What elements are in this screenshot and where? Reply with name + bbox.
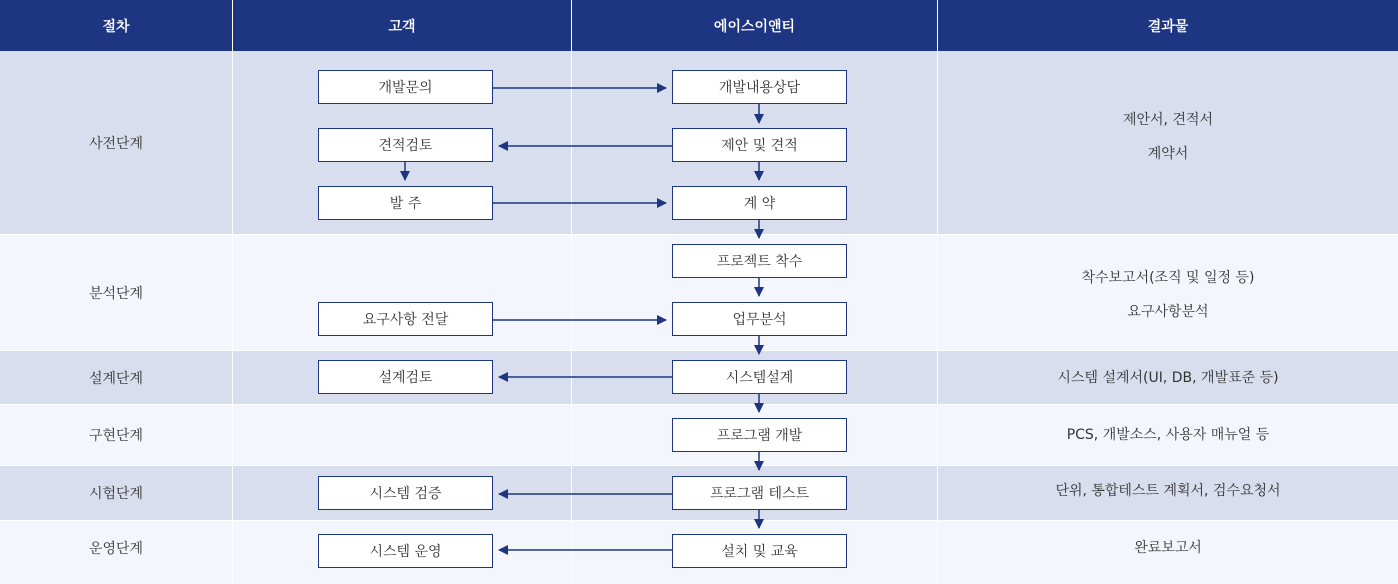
step-kickoff: 프로젝트 착수: [672, 244, 847, 278]
step-analysis: 업무분석: [672, 302, 847, 336]
step-contract: 계 약: [672, 186, 847, 220]
step-order: 발 주: [318, 186, 493, 220]
step-consult: 개발내용상담: [672, 70, 847, 104]
step-install-train: 설치 및 교육: [672, 534, 847, 568]
phase-label: 분석단계: [88, 285, 144, 302]
header-procedure: 절차: [0, 0, 232, 51]
phase-label: 사전단계: [88, 135, 144, 152]
header-customer: 고객: [233, 0, 571, 51]
step-dev-inquiry: 개발문의: [318, 70, 493, 104]
phase-label: 시험단계: [88, 486, 144, 502]
step-program-dev: 프로그램 개발: [672, 418, 847, 452]
result-text: 계약서: [1147, 146, 1189, 162]
step-system-verify: 시스템 검증: [318, 476, 493, 510]
header-company: 에이스이앤티: [572, 0, 937, 51]
result-text: PCS, 개발소스, 사용자 매뉴얼 등: [1066, 427, 1270, 443]
step-system-operate: 시스템 운영: [318, 534, 493, 568]
result-text: 제안서, 견적서: [1122, 112, 1214, 128]
result-text: 완료보고서: [1134, 540, 1202, 556]
step-requirements: 요구사항 전달: [318, 302, 493, 336]
step-program-test: 프로그램 테스트: [672, 476, 847, 510]
step-proposal: 제안 및 견적: [672, 128, 847, 162]
result-text: 단위, 통합테스트 계획서, 검수요청서: [1055, 483, 1281, 499]
phase-label: 설계단계: [88, 370, 144, 387]
phase-label: 운영단계: [88, 540, 144, 557]
result-text: 요구사항분석: [1127, 304, 1209, 320]
result-text: 시스템 설계서(UI, DB, 개발표준 등): [1057, 369, 1279, 386]
header-deliverables: 결과물: [938, 0, 1398, 51]
phase-label: 구현단계: [88, 428, 144, 444]
result-text: 착수보고서(조직 및 일정 등): [1081, 270, 1255, 286]
step-system-design: 시스템설계: [672, 360, 847, 394]
step-design-review: 설계검토: [318, 360, 493, 394]
step-quote-review: 견적검토: [318, 128, 493, 162]
